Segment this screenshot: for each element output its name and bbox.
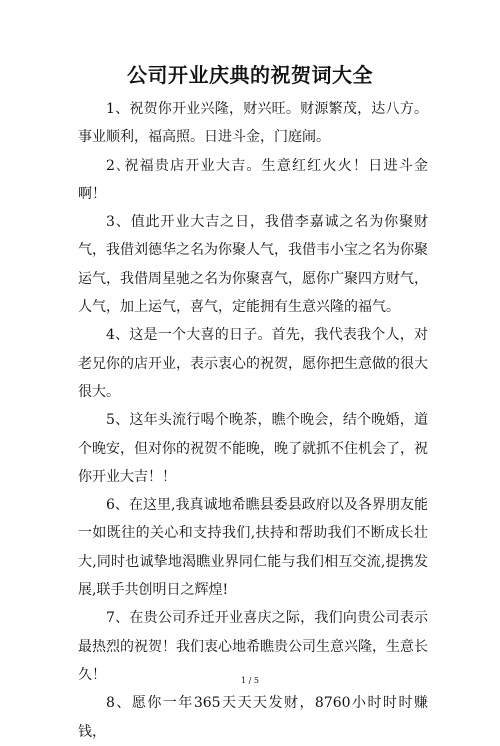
paragraph-6: 6、在这里,我真诚地希瞧县委县政府以及各界朋友能一如既往的关心和支持我们,扶持和帮助我们不断成长壮大,同时也诚挚地渴瞧业界同仁能与我们相互交流,提携发展,联手共创明日之辉煌! xyxy=(78,497,428,599)
page-number: 1 / 5 xyxy=(241,676,259,685)
paragraph-3: 3、值此开业大吉之日，我借李嘉诚之名为你聚财气，我借刘德华之名为你聚人气，我借韦小宝之名为你聚运气，我借周星驰之名为你聚喜气，愿你广聚四方财气，人气，加上运气，喜气，定能拥有生意兴隆的福气。 xyxy=(78,214,428,316)
paragraph-4: 4、这是一个大喜的日子。首先，我代表我个人，对老兄你的店开业，表示衷心的祝贺，愿你把生意做的很大很大。 xyxy=(78,327,428,400)
paragraph-2: 2､祝福贵店开业大吉。生意红红火火！日进斗金啊！ xyxy=(78,157,428,202)
paragraph-8: 8、愿你一年365天天天发财，8760小时时时赚钱， xyxy=(78,695,428,740)
page-title: 公司开业庆典的祝贺词大全 xyxy=(127,63,373,87)
document-body xyxy=(78,95,428,746)
paragraph-5: 5、这年头流行喝个晚茶，瞧个晚会，结个晚婚，道个晚安，但对你的祝贺不能晚，晚了就抓不住机会了，祝你开业大吉！！ xyxy=(78,412,428,485)
paragraph-1: 1、祝贺你开业兴隆，财兴旺。财源繁茂，达八方。事业顺利，福高照。日进斗金，门庭闹。 xyxy=(78,101,428,146)
paragraph-7: 7、在贵公司乔迁开业喜庆之际，我们向贵公司表示最热烈的祝贺！我们衷心地希瞧贵公司生意兴隆，生意长久！ xyxy=(78,610,428,683)
